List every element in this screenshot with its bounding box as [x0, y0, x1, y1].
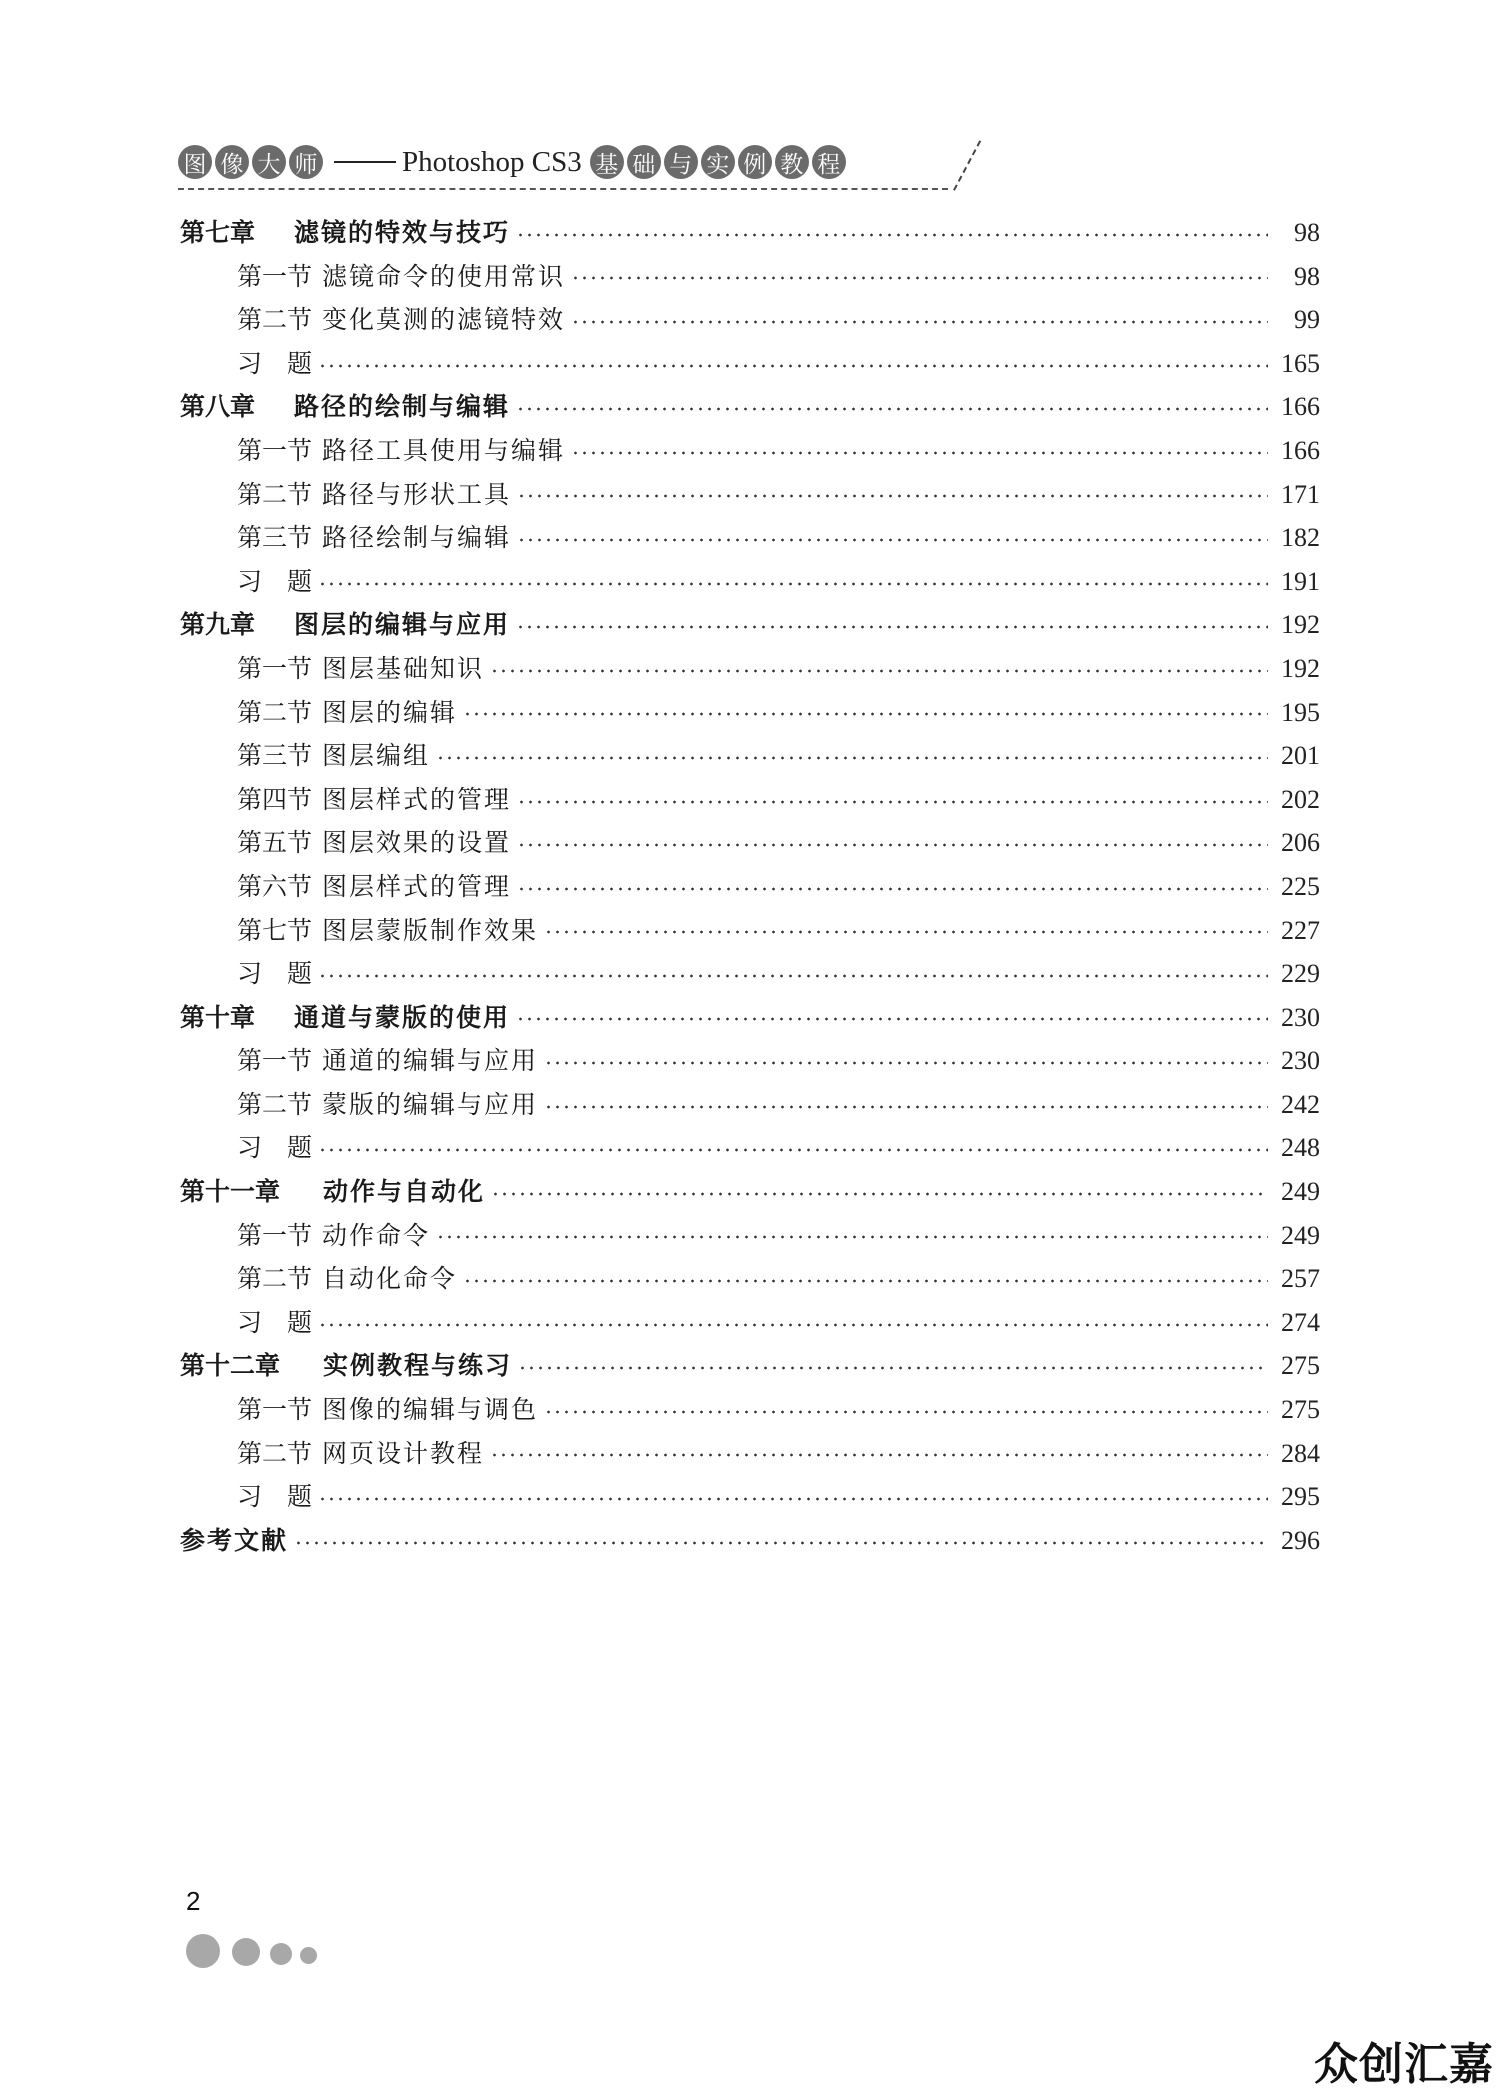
- toc-entry-title: 网页设计教程: [322, 1438, 485, 1468]
- toc-entry-number: 第十二章: [180, 1351, 281, 1381]
- toc-entry-title: 路径的绘制与编辑: [294, 392, 511, 422]
- header-title-circles-left: [178, 145, 326, 179]
- toc-entry-number: 第二节: [237, 1089, 313, 1119]
- toc-section-row[interactable]: [180, 823, 1320, 867]
- toc-section-row[interactable]: [180, 911, 1320, 955]
- toc-page-number: 227: [1281, 915, 1320, 945]
- toc-dot-leader: [544, 1408, 1268, 1416]
- toc-chapter-row[interactable]: [180, 387, 1320, 431]
- toc-dot-leader: [318, 972, 1268, 980]
- toc-entry-title: 习 题: [237, 1133, 313, 1163]
- toc-entry-number: 第三节: [237, 523, 313, 553]
- toc-entry-number: 第四节: [237, 784, 313, 814]
- toc-entry-number: 第八章: [180, 392, 256, 422]
- toc-page-number: 165: [1281, 348, 1320, 378]
- toc-section-row[interactable]: [180, 693, 1320, 737]
- toc-page-number: 225: [1281, 871, 1320, 901]
- running-header: [178, 136, 948, 190]
- toc-entry-number: 第一节: [237, 435, 313, 465]
- toc-entry-number: 第二节: [237, 697, 313, 727]
- toc-entry-title: 习 题: [237, 1307, 313, 1337]
- toc-entry-number: 第六节: [237, 871, 313, 901]
- page-number: 2: [186, 1886, 201, 1916]
- toc-entry-title: 图层样式的管理: [322, 784, 512, 814]
- toc-section-row[interactable]: [180, 1216, 1320, 1260]
- toc-entry-title: 滤镜命令的使用常识: [322, 261, 566, 291]
- toc-entry-title: 路径工具使用与编辑: [322, 435, 566, 465]
- table-of-contents: [180, 213, 1320, 1564]
- toc-entry-title: 图层编组: [322, 741, 431, 771]
- toc-entry-number: 第七节: [237, 915, 313, 945]
- toc-dot-leader: [544, 1059, 1268, 1067]
- toc-page-number: 257: [1281, 1264, 1320, 1294]
- toc-section-row[interactable]: [180, 1085, 1320, 1129]
- toc-dot-leader: [516, 231, 1268, 239]
- toc-dot-leader: [318, 1495, 1268, 1503]
- toc-dot-leader: [318, 1146, 1268, 1154]
- toc-chapter-row[interactable]: [180, 1172, 1320, 1216]
- toc-entry-number: 第一节: [237, 1220, 313, 1250]
- toc-chapter-row[interactable]: [180, 605, 1320, 649]
- toc-entry-title: 自动化命令: [322, 1264, 458, 1294]
- toc-page-number: 206: [1281, 828, 1320, 858]
- toc-entry-number: 第一节: [237, 653, 313, 683]
- toc-section-row[interactable]: [180, 867, 1320, 911]
- toc-entry-title: 参考文献: [180, 1525, 289, 1555]
- header-circle-char: 例: [738, 145, 772, 179]
- header-circle-char: 像: [215, 145, 249, 179]
- toc-dot-leader: [318, 580, 1268, 588]
- toc-page-number: 242: [1281, 1089, 1320, 1119]
- toc-dot-leader: [463, 1277, 1268, 1285]
- toc-page-number: 229: [1281, 959, 1320, 989]
- toc-dot-leader: [517, 492, 1268, 500]
- toc-page-number: 248: [1281, 1133, 1320, 1163]
- toc-page-number: 230: [1281, 1002, 1320, 1032]
- toc-page-number: 98: [1294, 261, 1320, 291]
- header-circle-char: 图: [178, 145, 212, 179]
- toc-dot-leader: [518, 1364, 1268, 1372]
- toc-dot-leader: [491, 1190, 1268, 1198]
- toc-page-number: 192: [1281, 653, 1320, 683]
- header-circle-char: 师: [289, 145, 323, 179]
- toc-dot-leader: [490, 1451, 1268, 1459]
- toc-dot-leader: [436, 1233, 1268, 1241]
- toc-entry-number: 第一节: [237, 1046, 313, 1076]
- toc-entry-number: 第三节: [237, 741, 313, 771]
- toc-exercise-row[interactable]: [180, 1128, 1320, 1172]
- toc-dot-leader: [294, 1539, 1268, 1547]
- toc-entry-number: 第五节: [237, 828, 313, 858]
- toc-page-number: 275: [1281, 1395, 1320, 1425]
- header-circle-char: 础: [627, 145, 661, 179]
- toc-dot-leader: [516, 405, 1268, 413]
- toc-dot-leader: [517, 841, 1268, 849]
- footer-dot: [232, 1938, 260, 1966]
- footer-dot: [270, 1943, 292, 1965]
- toc-entry-number: 第十一章: [180, 1177, 281, 1207]
- header-circle-char: 实: [701, 145, 735, 179]
- toc-page-number: 166: [1281, 435, 1320, 465]
- toc-page-number: 249: [1281, 1220, 1320, 1250]
- toc-entry-title: 图层蒙版制作效果: [322, 915, 539, 945]
- toc-dot-leader: [436, 754, 1268, 762]
- header-circle-char: 与: [664, 145, 698, 179]
- toc-page-number: 182: [1281, 523, 1320, 553]
- toc-page-number: 191: [1281, 566, 1320, 596]
- toc-entry-title: 图层效果的设置: [322, 828, 512, 858]
- toc-page-number: 249: [1281, 1177, 1320, 1207]
- toc-exercise-row[interactable]: [180, 1303, 1320, 1347]
- toc-page-number: 296: [1281, 1525, 1320, 1555]
- toc-entry-title: 图层的编辑与应用: [294, 610, 511, 640]
- toc-section-row[interactable]: [180, 1259, 1320, 1303]
- toc-dot-leader: [571, 274, 1268, 282]
- watermark-logo: 众创汇嘉: [1314, 2039, 1494, 2090]
- toc-entry-title: 蒙版的编辑与应用: [322, 1089, 539, 1119]
- header-title-circles-right: [590, 145, 849, 179]
- toc-entry-number: 第二节: [237, 305, 313, 335]
- toc-dot-leader: [318, 362, 1268, 370]
- toc-entry-title: 习 题: [237, 959, 313, 989]
- toc-entry-title: 习 题: [237, 1482, 313, 1512]
- header-slash-decoration: [953, 140, 983, 191]
- toc-section-row[interactable]: [180, 1390, 1320, 1434]
- toc-page-number: 166: [1281, 392, 1320, 422]
- toc-page-number: 275: [1281, 1351, 1320, 1381]
- toc-dot-leader: [571, 449, 1268, 457]
- toc-dot-leader: [490, 667, 1268, 675]
- toc-section-row[interactable]: [180, 1434, 1320, 1478]
- header-circle-char: 大: [252, 145, 286, 179]
- toc-page-number: 230: [1281, 1046, 1320, 1076]
- toc-entry-title: 习 题: [237, 348, 313, 378]
- toc-entry-title: 动作与自动化: [323, 1177, 486, 1207]
- toc-section-row[interactable]: [180, 257, 1320, 301]
- toc-dot-leader: [517, 536, 1268, 544]
- toc-dot-leader: [544, 1103, 1268, 1111]
- toc-entry-title: 实例教程与练习: [323, 1351, 513, 1381]
- toc-entry-number: 第二节: [237, 1438, 313, 1468]
- toc-section-row[interactable]: [180, 649, 1320, 693]
- toc-chapter-row[interactable]: [180, 213, 1320, 257]
- header-circle-char: 教: [775, 145, 809, 179]
- toc-exercise-row[interactable]: [180, 344, 1320, 388]
- toc-section-row[interactable]: [180, 1041, 1320, 1085]
- toc-entry-title: 图像的编辑与调色: [322, 1395, 539, 1425]
- toc-entry-number: 第七章: [180, 218, 256, 247]
- header-circle-char: 程: [812, 145, 846, 179]
- toc-page-number: 295: [1281, 1482, 1320, 1512]
- toc-entry-title: 通道与蒙版的使用: [294, 1002, 511, 1032]
- toc-dot-leader: [517, 885, 1268, 893]
- toc-page-number: 98: [1294, 218, 1320, 247]
- toc-entry-number: 第九章: [180, 610, 256, 640]
- toc-entry-title: 习 题: [237, 566, 313, 596]
- header-circle-char: 基: [590, 145, 624, 179]
- toc-section-row[interactable]: [180, 475, 1320, 519]
- toc-chapter-row[interactable]: [180, 1521, 1320, 1565]
- toc-dot-leader: [318, 1321, 1268, 1329]
- toc-entry-title: 图层样式的管理: [322, 871, 512, 901]
- toc-page-number: 201: [1281, 741, 1320, 771]
- toc-exercise-row[interactable]: [180, 954, 1320, 998]
- toc-dot-leader: [571, 318, 1268, 326]
- toc-entry-title: 路径绘制与编辑: [322, 523, 512, 553]
- toc-page-number: 171: [1281, 479, 1320, 509]
- toc-page-number: 192: [1281, 610, 1320, 640]
- toc-entry-number: 第二节: [237, 1264, 313, 1294]
- toc-entry-title: 通道的编辑与应用: [322, 1046, 539, 1076]
- toc-page-number: 99: [1294, 305, 1320, 335]
- toc-exercise-row[interactable]: [180, 1477, 1320, 1521]
- toc-entry-number: 第十章: [180, 1002, 256, 1032]
- header-latin-text: Photoshop CS3: [402, 145, 582, 178]
- toc-chapter-row[interactable]: [180, 1346, 1320, 1390]
- toc-exercise-row[interactable]: [180, 562, 1320, 606]
- toc-entry-number: 第一节: [237, 1395, 313, 1425]
- toc-page-number: 284: [1281, 1438, 1320, 1468]
- toc-dot-leader: [544, 928, 1268, 936]
- toc-section-row[interactable]: [180, 431, 1320, 475]
- footer-dot: [186, 1934, 220, 1968]
- toc-entry-number: 第二节: [237, 479, 313, 509]
- toc-section-row[interactable]: [180, 300, 1320, 344]
- toc-entry-title: 动作命令: [322, 1220, 431, 1250]
- toc-page-number: 202: [1281, 784, 1320, 814]
- toc-dot-leader: [463, 710, 1268, 718]
- toc-entry-title: 图层基础知识: [322, 653, 485, 683]
- toc-section-row[interactable]: [180, 736, 1320, 780]
- toc-dot-leader: [517, 798, 1268, 806]
- toc-entry-title: 变化莫测的滤镜特效: [322, 305, 566, 335]
- toc-entry-number: 第一节: [237, 261, 313, 291]
- toc-entry-title: 路径与形状工具: [322, 479, 512, 509]
- toc-chapter-row[interactable]: [180, 998, 1320, 1042]
- toc-dot-leader: [516, 623, 1268, 631]
- header-dash: [334, 161, 396, 163]
- toc-page-number: 274: [1281, 1307, 1320, 1337]
- toc-dot-leader: [516, 1015, 1268, 1023]
- toc-page-number: 195: [1281, 697, 1320, 727]
- toc-entry-title: 图层的编辑: [322, 697, 458, 727]
- toc-entry-title: 滤镜的特效与技巧: [294, 218, 511, 247]
- toc-section-row[interactable]: [180, 780, 1320, 824]
- footer-dot: [300, 1947, 317, 1964]
- toc-section-row[interactable]: [180, 518, 1320, 562]
